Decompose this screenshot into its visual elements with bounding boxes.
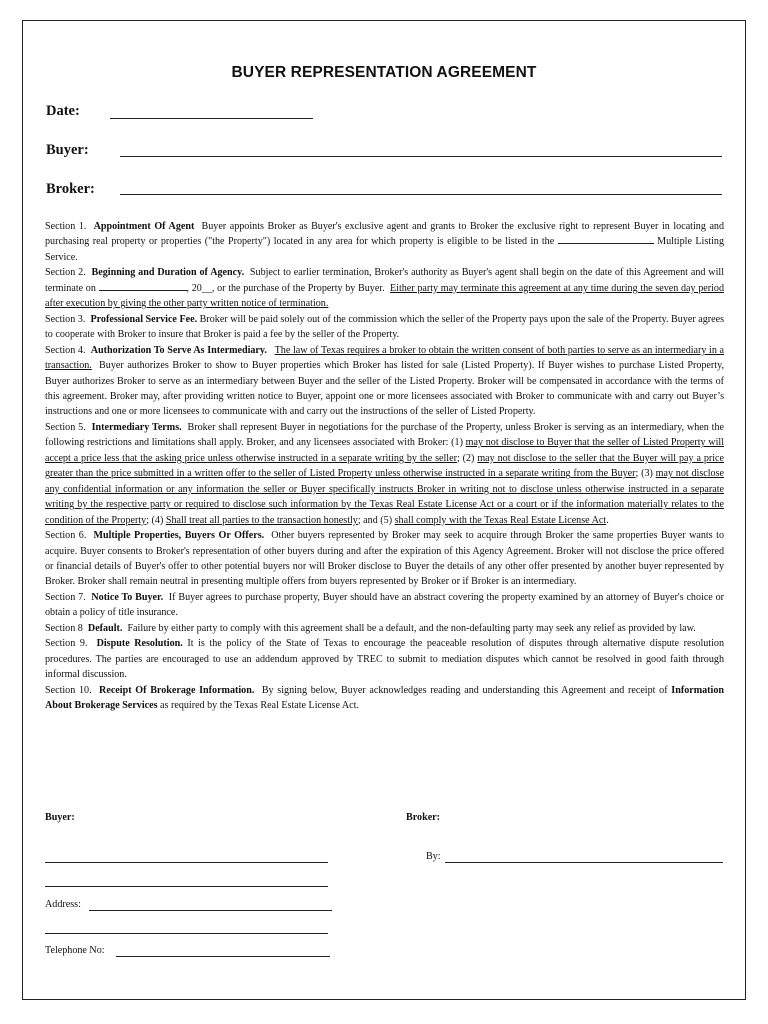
section-7 [45, 590, 724, 621]
section-heading: Beginning and Duration of Agency. [91, 267, 245, 279]
address-label: Address: [45, 899, 81, 910]
buyer-signature-line-2[interactable] [45, 886, 328, 887]
section-heading: Appointment Of Agent [93, 221, 195, 232]
section-number: Section 3. [45, 313, 86, 325]
section-text: By signing below, Buyer acknowledges reading and understanding this Agreement and receipt of [261, 684, 668, 696]
section-text: Other buyers represented by Broker may seek to acquire through Broker the same properties Buyer wants to acquire. Buyer consents to Broker's representation of other buyers during and after the expiration of this Agency Agreement. Broker will not disclose the price offered or financial details of Buyer's offer to other potential buyers nor will Broker disclose to Buyer the details of any other offer presented by another buyer represented by Broker. Broker shall remain neutral in presenting multiple offers from buyers represented by Broker or if Broker is an intermediary. [45, 530, 725, 588]
section-heading: Authorization To Serve As Intermediary. [90, 344, 267, 356]
date-field[interactable] [110, 118, 313, 119]
agreement-body [45, 219, 724, 714]
section-number: Section 8 [45, 622, 83, 634]
section-text: Failure by either party to comply with this agreement shall be a default, and the non-defaulting party may seek any relief as provided by law. [127, 622, 696, 634]
section-number: Section 1. [45, 221, 87, 232]
section-heading: Intermediary Terms. [91, 421, 182, 433]
document-title: BUYER REPRESENTATION AGREEMENT [231, 64, 537, 81]
term-1: may not disclose to Buyer that the seller of Listed Property will accept a price less that the asking price unless otherwise instructed in a separate writing by the seller [45, 437, 724, 464]
buyer-signature-line-1[interactable] [45, 862, 328, 863]
section-3 [45, 312, 724, 343]
section-number: Section 5. [45, 421, 86, 433]
section-number: Section 7. [45, 591, 86, 603]
section-text: Broker shall represent Buyer in negotiations for the purchase of the Property, unless Broker is serving as an intermediary, when the following restrictions and limitations shall apply. Broker, and any licensees associated with Broker: (1) [45, 421, 725, 449]
section-text: If Buyer agrees to purchase property, Buyer should have an abstract covering the property examined by an attorney of Buyer's choice or obtain a policy of title insurance. [45, 591, 725, 619]
broker-signature-line[interactable] [445, 862, 723, 863]
section-number: Section 4. [45, 344, 86, 356]
section-number: Section 2. [45, 267, 86, 279]
section-number: Section 10. [45, 684, 92, 696]
section-heading: Notice To Buyer. [91, 591, 164, 603]
separator: ; (2) [456, 452, 475, 464]
section-text: as required by the Texas Real Estate License Act. [160, 700, 359, 712]
broker-label: Broker: [46, 181, 95, 197]
termination-date-blank[interactable] [99, 281, 187, 291]
buyer-field[interactable] [120, 156, 722, 157]
section-1 [45, 219, 724, 265]
term-5: shall comply with the Texas Real Estate License Act [394, 514, 607, 526]
section-text: , 20__, or the purchase of the Property by Buyer. [186, 282, 385, 294]
section-number: Section 6. [45, 530, 87, 542]
separator: ; (3) [635, 468, 653, 480]
term-2: may not disclose to the seller that the Buyer will pay a price greater than the price submitted in a written offer to the seller of Listed Property unless otherwise instructed in a separate writing from the Buyer [45, 452, 724, 480]
section-8 [45, 621, 724, 636]
section-heading: Receipt Of Brokerage Information. [99, 684, 255, 696]
separator: . [606, 514, 609, 526]
section-heading: Default. [87, 622, 123, 634]
section-text: Broker will be paid solely out of the commission which the seller of the Property pays upon the sale of the Property. Buyer agrees to cooperate with Broker to insure that Broker is paid a fee by the seller of the Property. [45, 313, 725, 341]
section-6 [45, 528, 724, 590]
section-underlined-text: Either party may terminate this agreement at any time during the seven day period after execution by giving the other party written notice of termination. [45, 282, 724, 310]
telephone-label: Telephone No: [45, 945, 105, 956]
term-4: Shall treat all parties to the transaction honestly [165, 514, 358, 526]
section-5 [45, 420, 724, 528]
term-3: may not disclose any confidential information or any information the seller or Buyer specifically instructs Broker in writing not to disclose unless otherwise instructed in a separate writing by the respective party or required to disclose such information by the Texas Real Estate License Act or a court or if the information materially relates to the condition of the Property [45, 468, 724, 526]
section-2 [45, 265, 724, 311]
separator: ; (4) [146, 514, 164, 526]
address-field[interactable] [89, 910, 332, 911]
by-label: By: [426, 851, 441, 862]
section-heading: Dispute Resolution. [96, 638, 183, 650]
section-10 [45, 683, 724, 714]
signature-broker-label: Broker: [406, 812, 441, 823]
section-text: Subject to earlier termination, Broker's authority as Buyer's agent shall begin on the date of this Agreement and will terminate on [45, 267, 724, 294]
signature-buyer-label: Buyer: [45, 812, 75, 823]
section-text: Buyer appoints Broker as Buyer's exclusive agent and grants to Broker the exclusive right to represent Buyer in locating and purchasing real property or properties ("the Property") located in any area for which property is eligible to be listed in the [45, 221, 725, 248]
section-underlined-text: The law of Texas requires a broker to obtain the written consent of both parties to serve as an intermediary in a transaction. [45, 344, 725, 372]
address-line-2[interactable] [45, 933, 328, 934]
date-label: Date: [46, 103, 80, 119]
telephone-field[interactable] [116, 956, 330, 957]
section-text: Buyer authorizes Broker to show to Buyer properties which Broker has listed for sale (Listed Property). If Buyer wishes to purchase Listed Property, Buyer authorizes Broker to serve as an intermediary between Buyer and the seller of the Listed Property. Broker will be compensated in accordance with the terms of this agreement. Broker may, after providing written notice to Buyer, appoint one or more licensees associated with Broker to communicate with and carry out Buyer’s instructions and one or more licensees to communicate with and carry out the instructions of the seller of Listed Property. [45, 360, 724, 418]
buyer-label: Buyer: [46, 142, 89, 158]
section-heading: Multiple Properties, Buyers Or Offers. [93, 530, 265, 542]
section-text: It is the policy of the State of Texas to encourage the peaceable resolution of disputes through alternative dispute resolution procedures. The parties are encouraged to use an addendum approved by TREC to submit to mediation disputes which cannot be resolved in good faith through informal discussion. [45, 638, 725, 681]
section-heading: Professional Service Fee. [90, 313, 198, 325]
section-9 [45, 636, 724, 682]
section-4 [45, 343, 724, 420]
section-number: Section 9. [45, 638, 88, 650]
separator: ; and (5) [357, 514, 393, 526]
mls-blank[interactable] [558, 234, 654, 244]
broker-field[interactable] [120, 194, 722, 195]
section-bold-text: Information About Brokerage Services [45, 684, 725, 712]
section-text: Multiple Listing Service. [45, 236, 724, 263]
